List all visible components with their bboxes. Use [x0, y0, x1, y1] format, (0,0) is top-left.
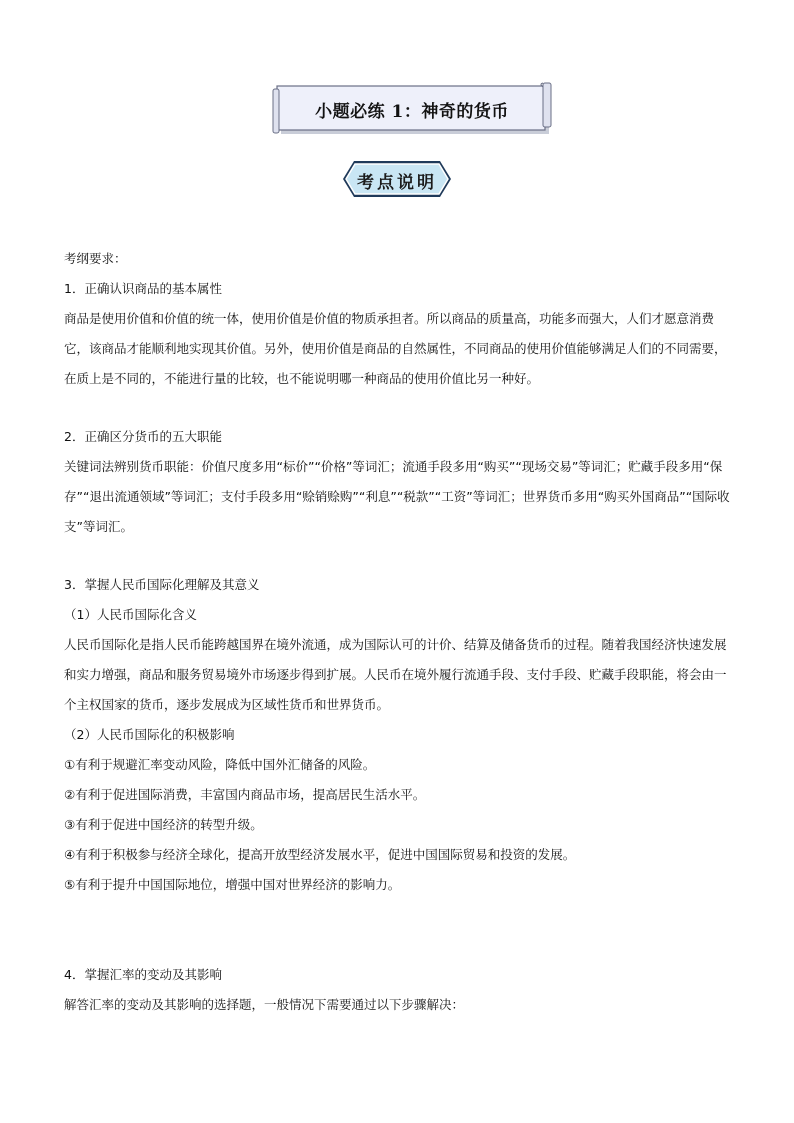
page-title: 小题必练 1：神奇的货币 [315, 102, 509, 122]
subheading-3-2: （2）人民币国际化的积极影响 [64, 727, 235, 742]
paragraph-3: 人民币国际化是指人民币能跨越国界在境外流通，成为国际认可的计价、结算及储备货币的过程。随着我国经济快速发展和实力增强，商品和服务贸易境外市场逐步得到扩展。人民币在境外履行流通手段、支付手段、贮藏手段职能，将会由一个主权国家的货币，逐步发展成为区域性货币和世界货币。 [64, 637, 727, 712]
section-badge [342, 160, 452, 198]
section-heading-3: 3．掌握人民币国际化理解及其意义 [64, 577, 260, 592]
title-banner [271, 81, 553, 137]
section-heading-1: 1．正确认识商品的基本属性 [64, 281, 222, 296]
paragraph-2: 关键词法辨别货币职能：价值尺度多用“标价”“价格”等词汇；流通手段多用“购买”“现场交易”等词汇；贮藏手段多用“保存”“退出流通领域”等词汇；支付手段多用“赊销赊购”“利息”“税款”“工资”等词汇；世界货币多用“购买外国商品”“国际收支”等词汇。 [64, 459, 730, 534]
section-heading-4: 4．掌握汇率的变动及其影响 [64, 967, 222, 982]
section-heading-2: 2．正确区分货币的五大职能 [64, 429, 222, 444]
list-item: ④有利于积极参与经济全球化，提高开放型经济发展水平，促进中国国际贸易和投资的发展。 [64, 847, 576, 862]
list-item: ③有利于促进中国经济的转型升级。 [64, 817, 263, 832]
paragraph-4: 解答汇率的变动及其影响的选择题，一般情况下需要通过以下步骤解决： [64, 997, 465, 1012]
intro-label: 考纲要求： [64, 251, 127, 266]
list-item: ②有利于促进国际消费，丰富国内商品市场，提高居民生活水平。 [64, 787, 426, 802]
subheading-3-1: （1）人民币国际化含义 [64, 607, 197, 622]
badge-label: 考点说明 [357, 173, 437, 193]
list-item: ⑤有利于提升中国国际地位，增强中国对世界经济的影响力。 [64, 877, 401, 892]
document-body [64, 244, 732, 1020]
paragraph-1: 商品是使用价值和价值的统一体，使用价值是价值的物质承担者。所以商品的质量高，功能多而强大，人们才愿意消费它，该商品才能顺利地实现其价值。另外，使用价值是商品的自然属性，不同商品的使用价值能够满足人们的不同需要，在质上是不同的，不能进行量的比较，也不能说明哪一种商品的使用价值比另一种好。 [64, 311, 727, 386]
list-item: ①有利于规避汇率变动风险，降低中国外汇储备的风险。 [64, 757, 376, 772]
